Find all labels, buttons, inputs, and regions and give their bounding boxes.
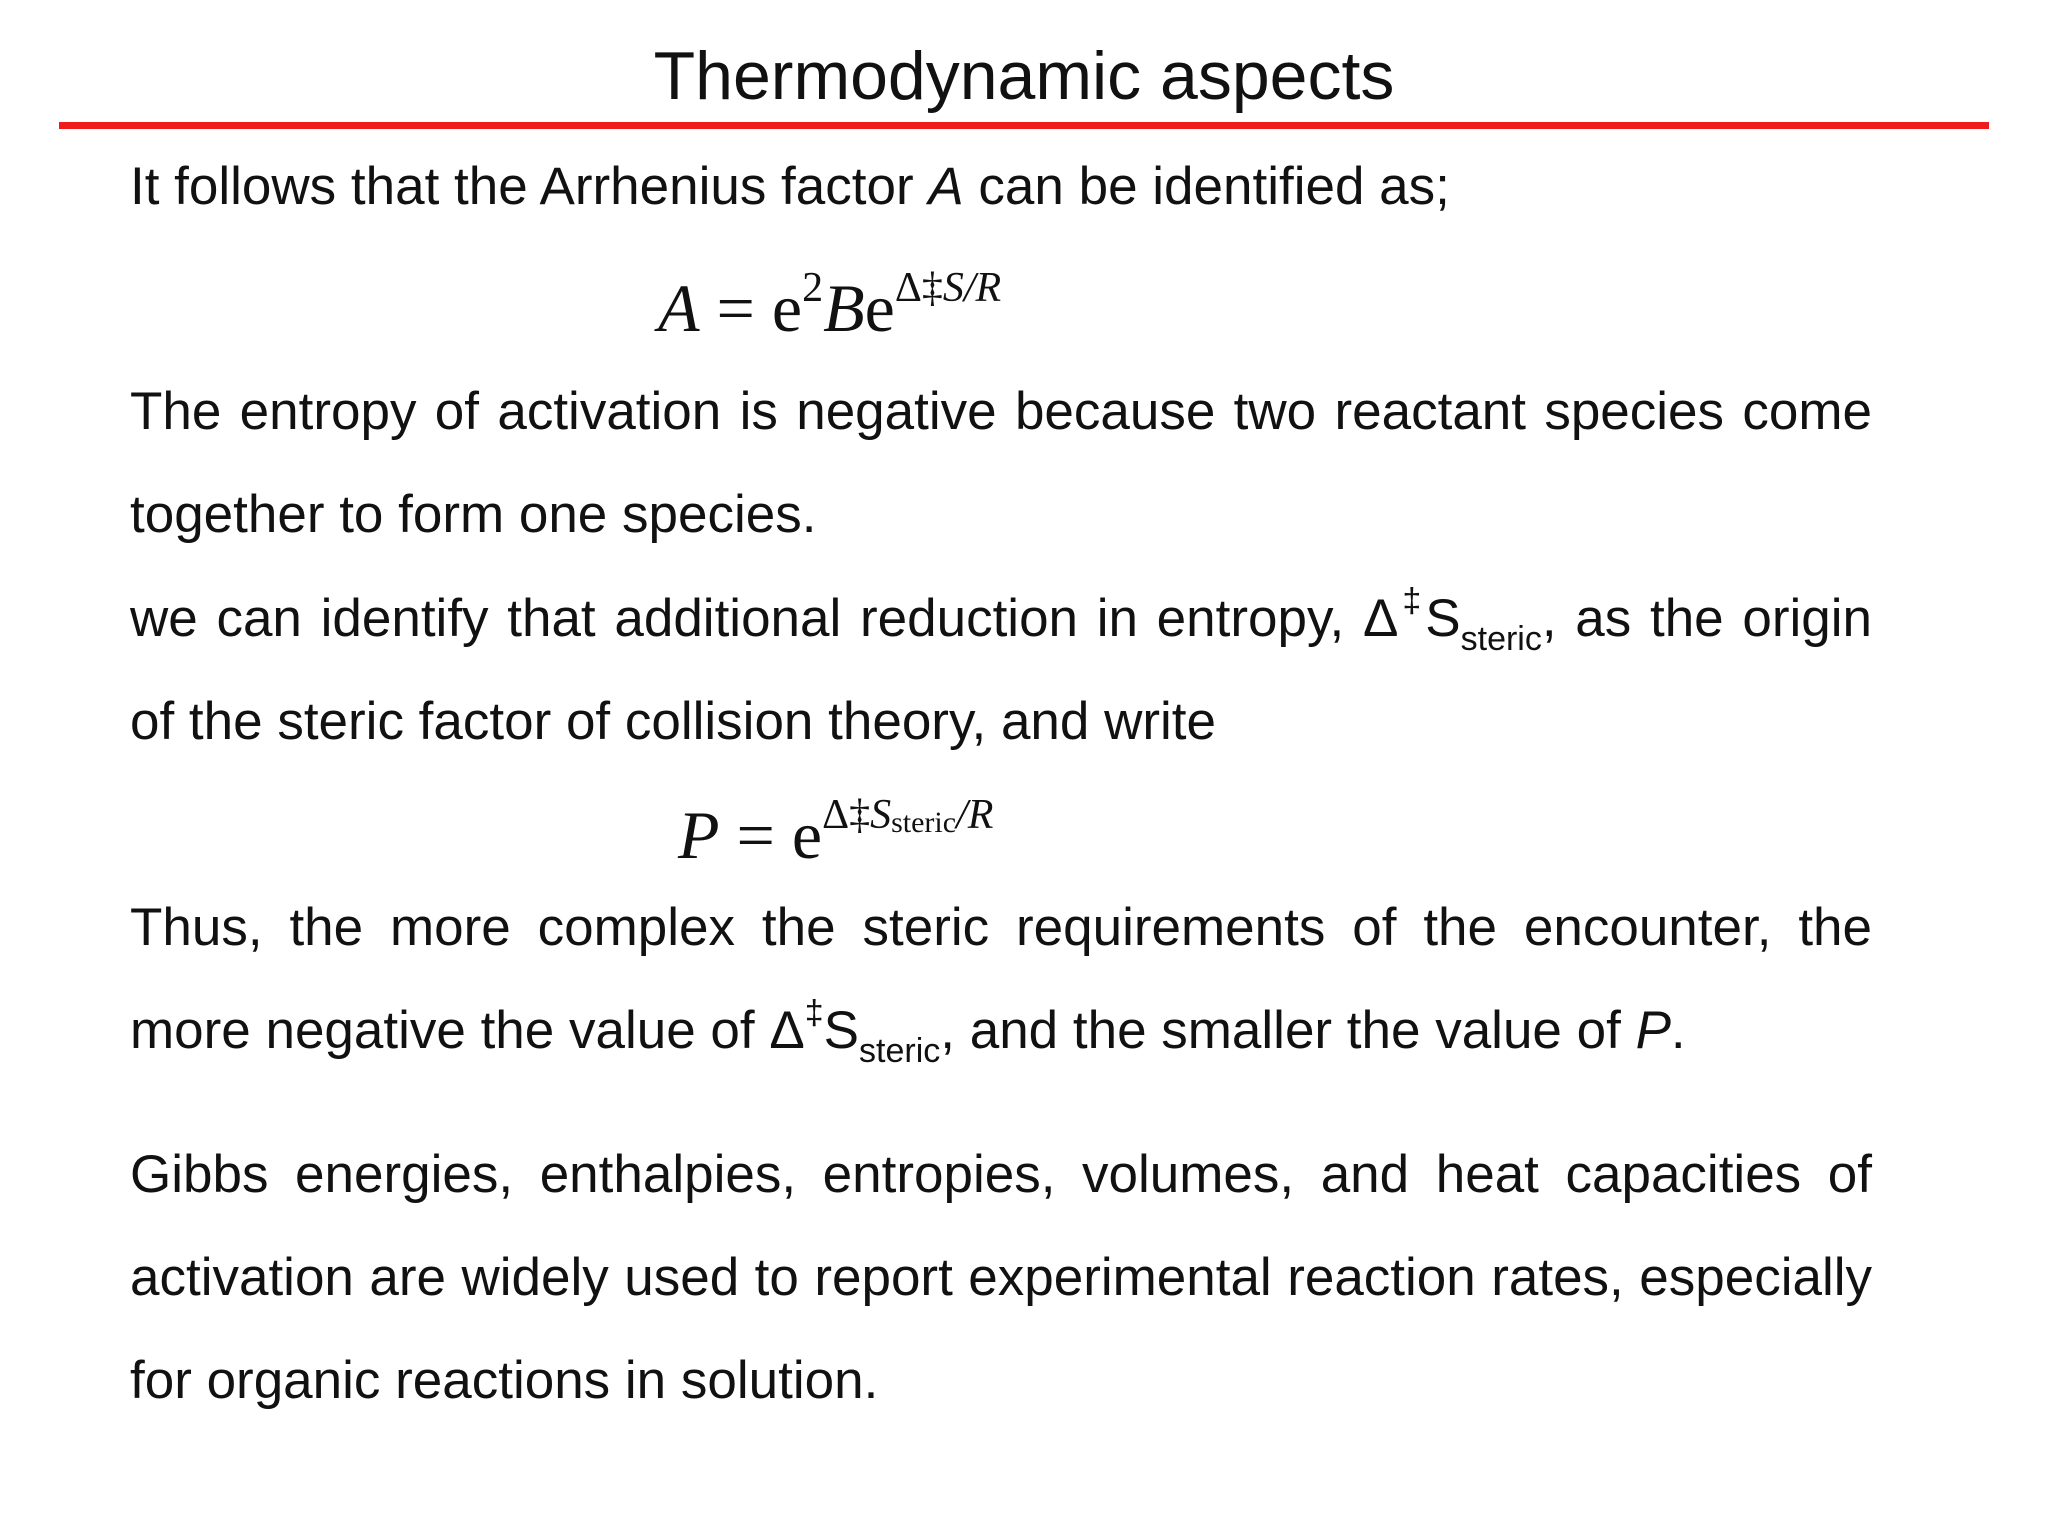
eq1-equals: = (699, 270, 772, 346)
eq1-e2: e (864, 270, 895, 346)
eq2-exponent (822, 792, 993, 838)
p3-s: S (1425, 589, 1461, 648)
paragraph-entropy-negative: The entropy of activation is negative because two reactant species come together to form one species. (130, 382, 1872, 544)
symbol-p: P (1635, 1001, 1671, 1060)
p4-text-a: Thus, the more complex the steric requirements of the encounter, the more negative the value of Δ (130, 898, 1872, 1060)
equation-steric-factor (678, 792, 994, 875)
p4-steric-subscript: steric (859, 1032, 941, 1070)
p3-dagger: ‡ (1398, 582, 1426, 620)
p4-text-b: , and the smaller the value of (940, 1001, 1636, 1060)
title-divider (59, 122, 1989, 129)
eq2-exp-dagger: ‡ (849, 792, 871, 838)
eq1-lhs: A (658, 270, 700, 346)
eq1-exponent (895, 265, 1001, 311)
p3-steric-subscript: steric (1460, 620, 1542, 658)
eq2-exp-s: S (870, 792, 892, 838)
paragraph-activation-quantities: Gibbs energies, enthalpies, entropies, volumes, and heat capacities of activation are widely used to report experimental reaction rates, especially for organic reactions in solution. (130, 1145, 1872, 1410)
paragraph-arrhenius-intro (130, 152, 1872, 222)
eq1-e: e (771, 270, 803, 346)
p4-s: S (823, 1001, 860, 1060)
eq1-b: B (823, 270, 865, 346)
eq1-e-power: 2 (802, 265, 824, 311)
eq1-exp-delta: Δ (894, 265, 922, 311)
p4-end: . (1670, 1001, 1686, 1060)
p3-text-b: , as the origin of the steric factor of collision theory, and write (130, 589, 1872, 751)
p3-text-a: we can identify that additional reduction in entropy, Δ (130, 589, 1399, 648)
eq2-lhs: P (678, 797, 720, 873)
eq2-exp-steric: steric (891, 806, 957, 839)
p4-dagger: ‡ (804, 994, 824, 1032)
symbol-a: A (928, 157, 964, 216)
equation-arrhenius-factor (658, 265, 1002, 348)
paragraph-steric-requirements (130, 876, 1872, 1082)
eq2-e: e (791, 797, 823, 873)
eq2-exp-rest: /R (956, 792, 994, 838)
eq2-equals: = (719, 797, 792, 873)
paragraph-steric-entropy (130, 567, 1872, 773)
p1-text: It follows that the Arrhenius factor (130, 157, 929, 216)
eq2-exp-delta: Δ (822, 792, 850, 838)
slide-title: Thermodynamic aspects (653, 38, 1395, 114)
eq1-exp-rest: S/R (942, 265, 1002, 311)
p1-end-text: can be identified as; (963, 157, 1450, 216)
eq1-exp-dagger: ‡ (921, 265, 943, 311)
